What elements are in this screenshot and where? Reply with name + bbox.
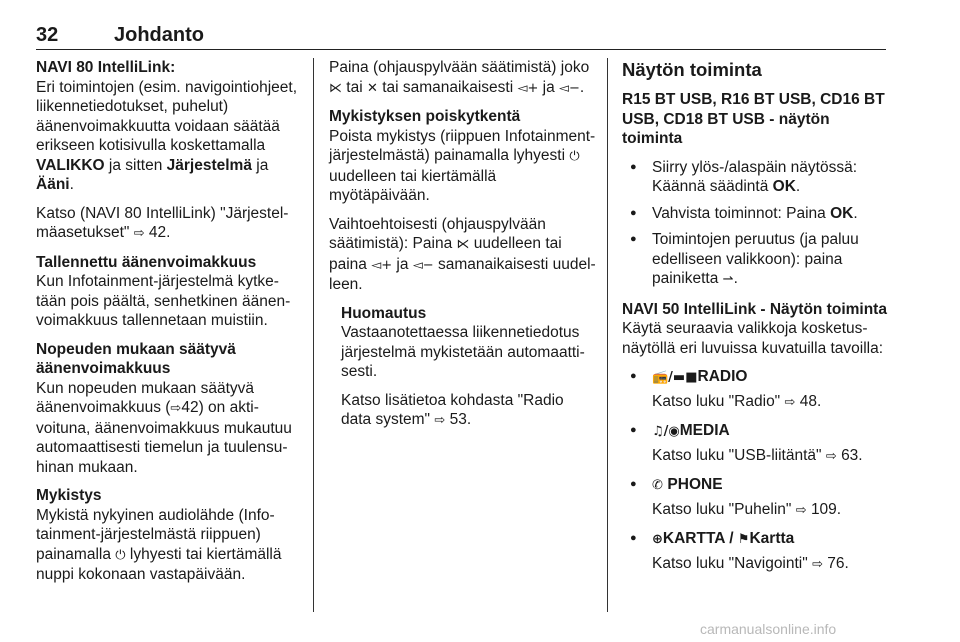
ok-term: OK [830, 204, 854, 222]
mute-text: lyhyesti tai kiertämällä nuppi kokonaan vastapäivään. [36, 545, 282, 583]
page-ref[interactable]: 48. [799, 392, 822, 410]
watermark: carmanualsonline.info [700, 621, 837, 637]
speed-volume-text: Kun nopeuden mukaan säätyvä äänenvoimakkuus ( [36, 379, 255, 416]
unmute-paragraph [329, 107, 597, 206]
page-ref-icon: ⇨ [133, 226, 145, 241]
page-ref[interactable]: 63. [841, 446, 863, 464]
menu-item-phone [622, 475, 890, 520]
menu-term: VALIKKO [36, 156, 105, 174]
menu-title [652, 475, 890, 496]
menu-label: PHONE [667, 476, 723, 493]
menu-item-map [622, 529, 890, 574]
column-divider-1 [313, 58, 314, 612]
list-item-text: Siirry ylös-/alaspäin näytössä: Käännä säädintä [652, 158, 858, 195]
column-divider-2 [607, 58, 608, 612]
chapter-title: Johdanto [114, 24, 204, 46]
display-operation-list [622, 158, 890, 290]
steering-text: Paina (ohjauspylvään säätimistä) joko [329, 59, 590, 76]
page-ref-icon: ⇨ [812, 556, 823, 572]
volume-down-icon: ◅− [412, 257, 434, 273]
page-ref[interactable]: 53. [449, 411, 472, 428]
navi50-text: Käytä seuraavia valikkoja kosketusnäytöllä eri luvuissa kuvatuilla tavoilla: [622, 320, 884, 357]
page-ref-icon: ⇨ [784, 394, 796, 410]
steering-text: tai [342, 78, 367, 96]
system-term: Järjestelmä [166, 156, 252, 174]
map-icon: ⊕ [652, 532, 663, 547]
navi80-text: ja sitten [104, 156, 167, 174]
mute-text: Mykistä nykyinen audiolähde (Infotainment-järjestelmästä riippuen) painamalla [36, 506, 275, 563]
alternative-text: samanaikaisesti uudelleen. [329, 255, 596, 293]
navi50-paragraph [622, 300, 890, 359]
navi80-text: . [69, 176, 74, 193]
page-ref[interactable]: 76. [827, 554, 849, 572]
page-ref[interactable]: 42 [181, 399, 199, 416]
page-header [36, 8, 886, 50]
saved-volume-paragraph [36, 253, 298, 331]
column-2 [329, 58, 597, 440]
note-box [341, 304, 597, 431]
see-settings-paragraph [36, 204, 298, 244]
menu-title [652, 421, 890, 442]
menu-ref-text: Katso luku "USB-liitäntä" [652, 446, 822, 464]
menu-item-media [622, 421, 890, 466]
menu-label: RADIO [697, 368, 748, 385]
note-see-text: Katso lisätietoa kohdasta "Radio data system" [341, 391, 564, 428]
column-1 [36, 58, 298, 594]
sound-term: Ääni [36, 176, 70, 193]
mute-paragraph [36, 486, 298, 585]
menu-ref-text: Katso luku "Navigointi" [652, 554, 808, 572]
media-icon: ♫/◉ [652, 424, 680, 439]
menu-ref-text: Katso luku "Radio" [652, 392, 781, 410]
mute-button-icon: ⋉ [456, 237, 470, 252]
volume-up-icon: ◅+ [517, 80, 539, 96]
phone-icon: ✆ [652, 478, 668, 493]
menu-item-radio [622, 367, 890, 412]
list-item [622, 230, 890, 290]
steering-controls-paragraph [329, 58, 597, 98]
section-heading: Näytön toiminta [622, 59, 762, 80]
menu-ref [652, 392, 890, 413]
steering-text: ja [538, 78, 560, 96]
column-3 [622, 58, 890, 583]
volume-up-icon: ◅+ [371, 257, 393, 273]
menu-title [652, 529, 890, 550]
alternative-text: uudelleen tai paina [329, 235, 562, 273]
note-heading: Huomautus [341, 304, 427, 322]
list-item-text: . [853, 204, 858, 222]
saved-volume-heading: Tallennettu äänenvoimakkuus [36, 253, 257, 271]
note-see-paragraph [341, 391, 597, 431]
menu-title [652, 367, 890, 388]
menu-label: MEDIA [679, 422, 730, 439]
mute-button-icon: ⋉ [329, 80, 342, 96]
header-divider [36, 49, 886, 50]
navi80-text: ja [251, 156, 269, 174]
unmute-text: Poista mykistys (riippuen Infotainment-järjestelmästä) painamalla lyhyesti [329, 127, 596, 164]
page-ref-icon: ⇨ [434, 413, 446, 428]
note-text: Vastaanotettaessa liikennetiedotus järjestelmä mykistetään automaattisesti. [341, 324, 585, 380]
flag-icon: ⚑ [737, 532, 750, 547]
navi80-text: Eri toimintojen (esim. navigointiohjeet, liikennetiedotukset, puhelut) äänenvoimakkuutta voidaan säätää erikseen kotisivulla koskettamalla [36, 78, 298, 154]
list-item [622, 204, 890, 224]
unmute-text: uudelleen tai kiertämällä myötäpäivään. [329, 167, 497, 204]
navi50-heading: NAVI 50 IntelliLink - Näytön toiminta [622, 300, 887, 318]
ok-term: OK [772, 178, 796, 195]
volume-down-icon: ◅− [559, 80, 580, 96]
list-item-text: . [795, 178, 801, 195]
models-heading: R15 BT USB, R16 BT USB, CD16 BT USB, CD18 BT USB - näytön toiminta [622, 91, 885, 147]
speed-volume-paragraph [36, 340, 298, 478]
speed-volume-text: ) on aktivoituna, äänenvoimakkuus mukautuu automaattisesti tiemelun ja tuulensuhinan mukaan. [36, 399, 292, 476]
steering-text: . [579, 78, 585, 96]
list-item [622, 158, 890, 197]
menu-ref [652, 554, 890, 575]
see-text: Katso (NAVI 80 IntelliLink) "Järjestelmäasetukset" [36, 204, 289, 241]
radio-icon: 📻/▬■ [652, 370, 698, 385]
page-ref-icon: ⇨ [825, 448, 837, 464]
page-ref-icon: ⇨ [170, 401, 182, 416]
list-item-text: Toimintojen peruutus (ja paluu edelliseen valikkoon): paina painiketta [652, 231, 859, 287]
navi80-paragraph [36, 58, 298, 195]
menu-ref [652, 500, 890, 521]
menu-label: Kartta [749, 530, 795, 547]
back-arrow-icon: ⇀ [722, 272, 734, 287]
navi80-heading: NAVI 80 IntelliLink: [36, 59, 176, 76]
page-number: 32 [36, 24, 59, 46]
menu-label: KARTTA / [662, 530, 738, 547]
page-ref[interactable]: 109. [810, 500, 842, 518]
power-knob-icon: ⏻ [569, 149, 580, 164]
list-item-text: Vahvista toiminnot: Paina [652, 204, 831, 222]
unmute-heading: Mykistyksen poiskytkentä [329, 108, 521, 125]
alternative-text: ja [392, 255, 413, 273]
page-ref-icon: ⇨ [795, 502, 807, 518]
list-item-text: . [733, 270, 738, 287]
menu-ref [652, 446, 890, 467]
menu-ref-text: Katso luku "Puhelin" [652, 500, 792, 518]
power-knob-icon: ⏻ [115, 547, 126, 563]
saved-volume-text: Kun Infotainment-järjestelmä kytketään pois päältä, senhetkinen äänenvoimakkuus tallennetaan muistiin. [36, 273, 291, 329]
mute-heading: Mykistys [36, 487, 102, 504]
alternative-text: Vaihtoehtoisesti (ohjauspylvään säätimistä): Paina [329, 215, 546, 252]
alternative-paragraph [329, 215, 597, 295]
steering-text: tai samanaikaisesti [377, 78, 518, 96]
page-ref[interactable]: 42. [148, 224, 171, 241]
speed-volume-heading: Nopeuden mukaan säätyvä äänenvoimakkuus [36, 340, 236, 377]
menu-list [622, 367, 890, 574]
mute-cross-icon: ✕ [366, 80, 378, 96]
